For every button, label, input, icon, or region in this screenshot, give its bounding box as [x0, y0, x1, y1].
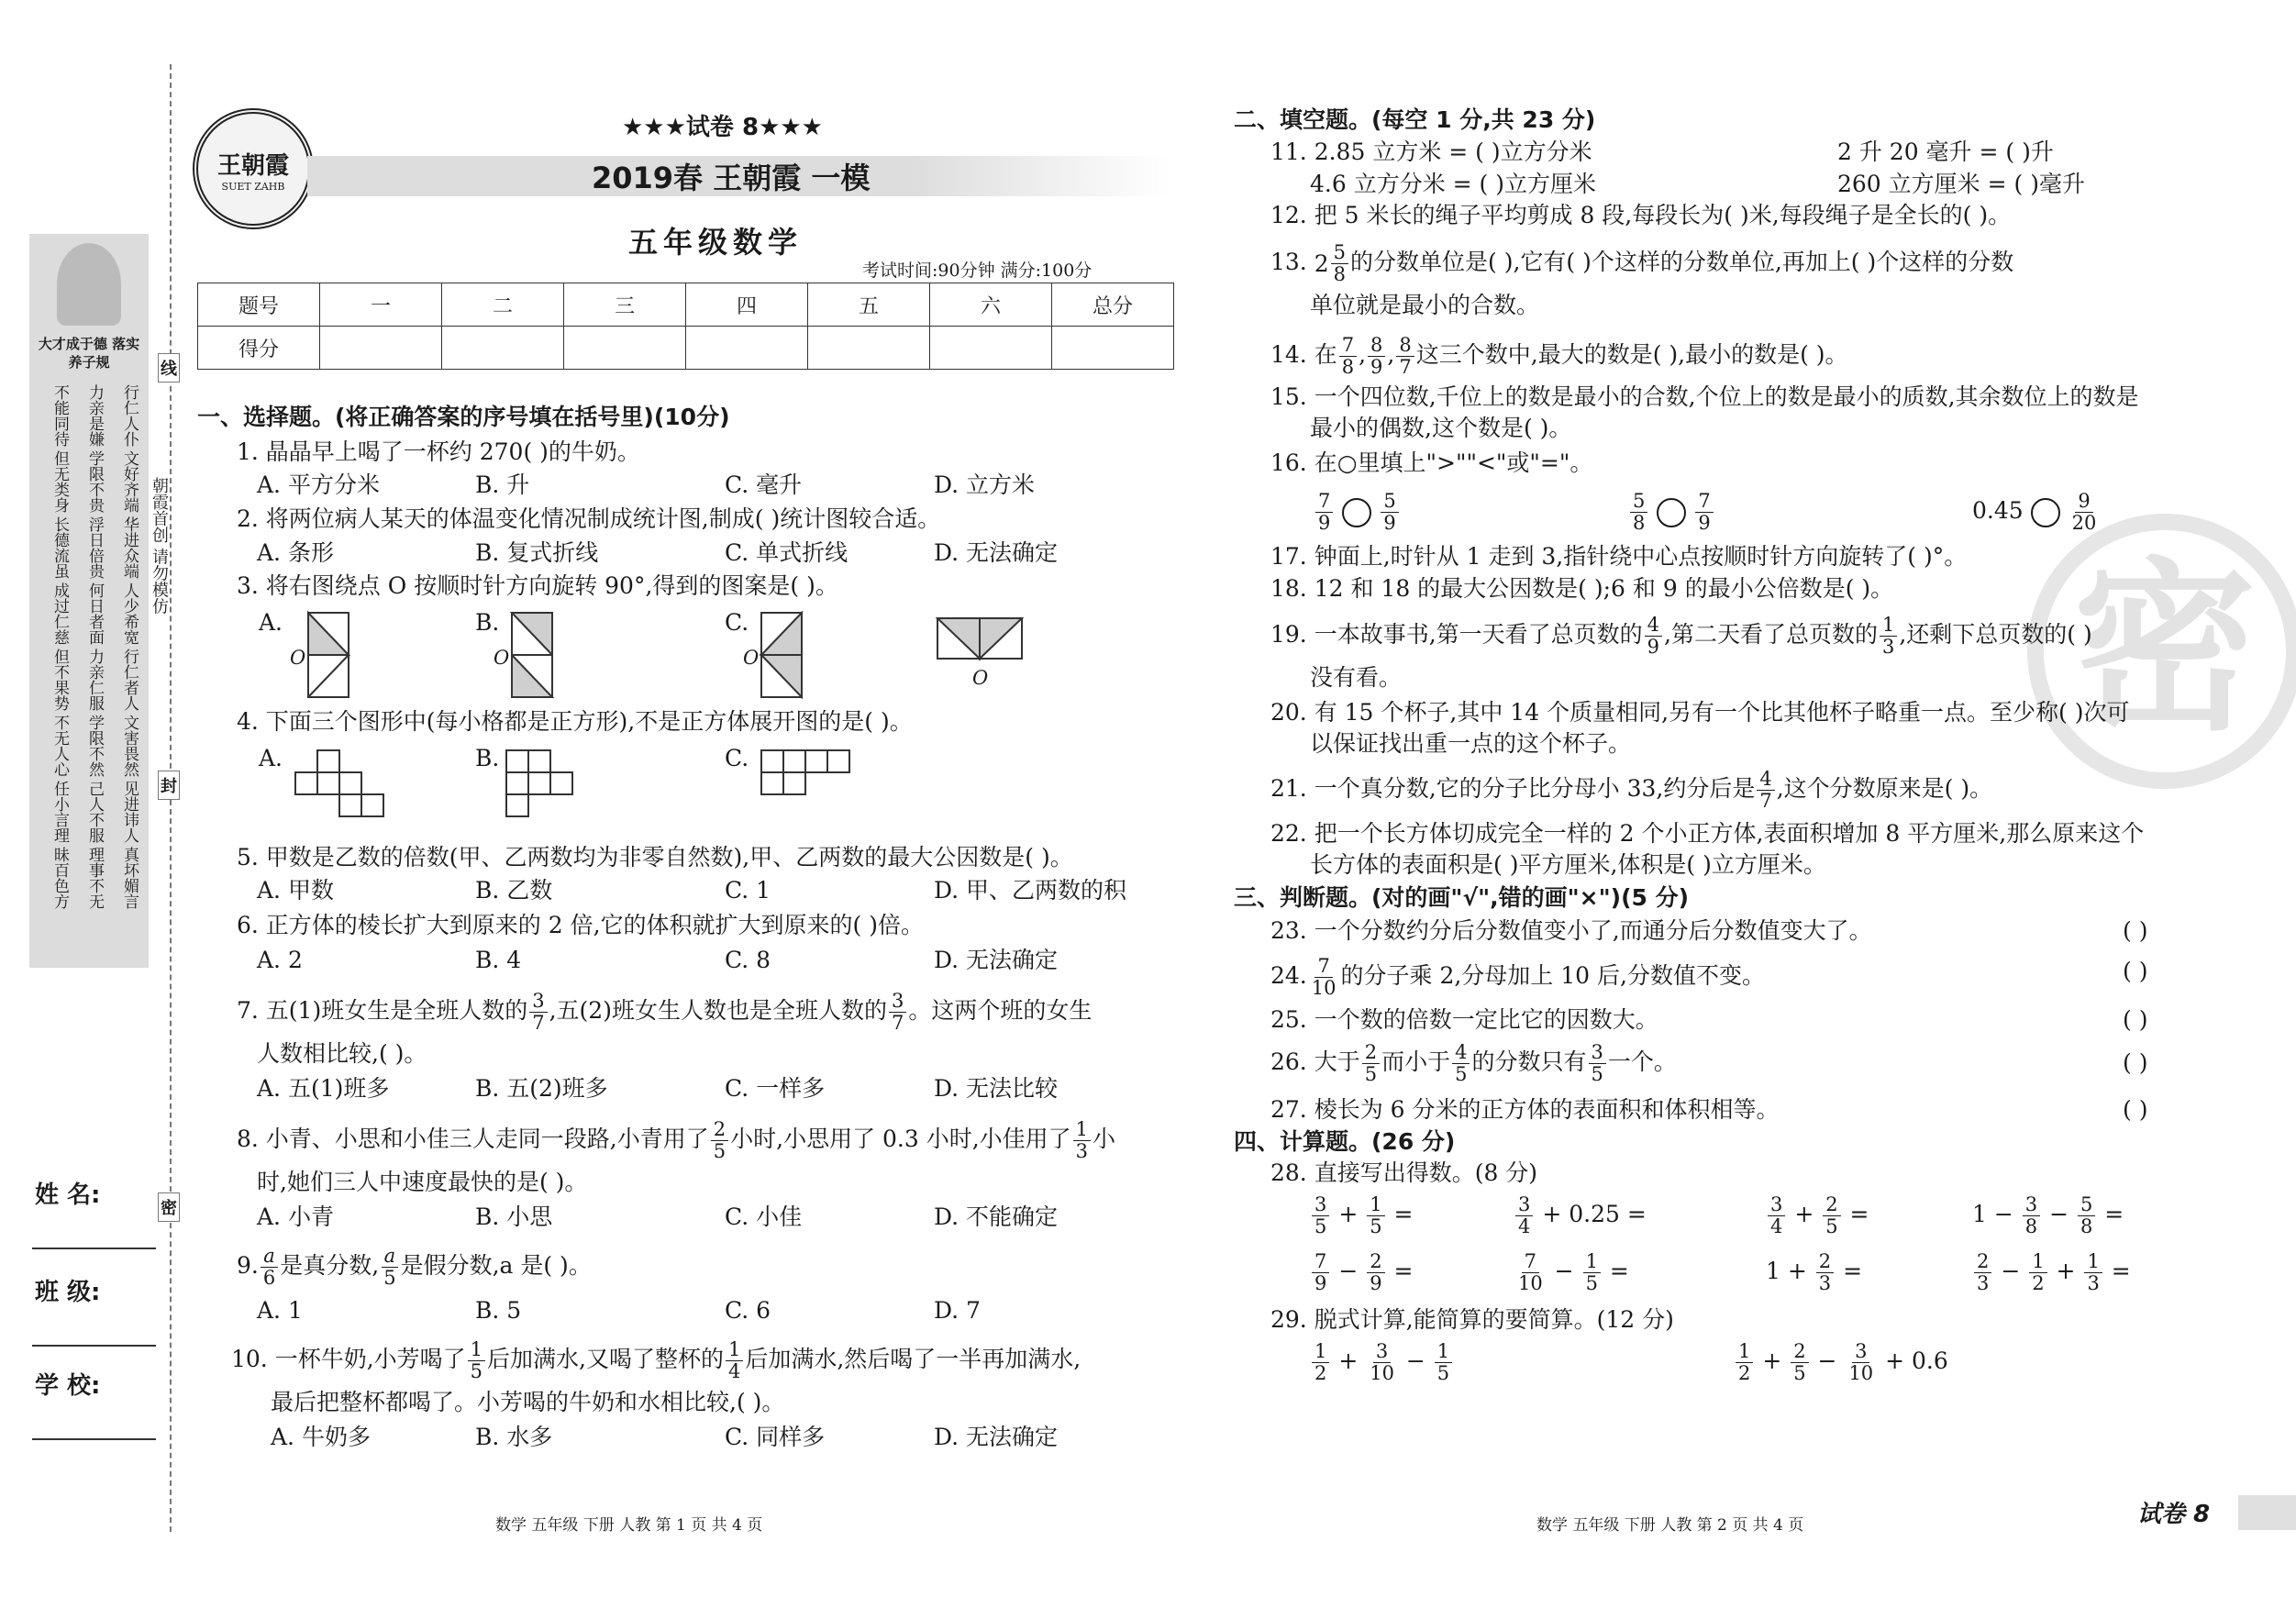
poem-column: 何日者面 [85, 582, 104, 645]
section-1-heading: 一、选择题。(将正确答案的序号填在括号里)(10分) [197, 404, 730, 430]
score-cell: 五 [808, 283, 930, 327]
poem-column: 昧百色方 [50, 847, 69, 909]
calc-28-2: $\frac{3}{4}$ + 0.25 = [1514, 1194, 1647, 1237]
stamp-text: 密 [2072, 542, 2257, 756]
q8-option-a[interactable]: A. 小青 [257, 1203, 334, 1230]
school-label: 学 校: [35, 1372, 101, 1400]
q6-option-b[interactable]: B. 4 [475, 947, 522, 973]
score-cell: 得分 [198, 327, 320, 370]
question-14: 14. 在 $\frac{7}{8}$ , $\frac{8}{9}$ , $\frac{8}{7}$ 这三个数中,最大的数是( ),最小的数是( )。 [1270, 334, 1848, 378]
question-7: 7. 五(1)班女生是全班人数的 $\frac{3}{7}$ ,五(2)班女生人数也是全班人数的 $\frac{3}{7}$ 。这两个班的女生 [237, 990, 1093, 1034]
score-input[interactable] [320, 327, 442, 370]
poem-column: 行仁者人 [120, 649, 139, 711]
question-12: 12. 把 5 米长的绳子平均剪成 8 段,每段长为( )米,每段绳子是全长的( )。 [1270, 202, 2012, 228]
score-input[interactable] [686, 327, 808, 370]
seal-char-1: 线 [158, 353, 180, 383]
q8-option-d[interactable]: D. 不能确定 [934, 1203, 1059, 1230]
question-25: 25. 一个数的倍数一定比它的因数大。 [1270, 1006, 1658, 1033]
corner-tag-bg [2238, 1495, 2296, 1530]
q4-label-a[interactable]: A. [259, 745, 283, 771]
q1-option-b[interactable]: B. 升 [475, 471, 530, 498]
question-23: 23. 一个分数约分后分数值变小了,而通分后分数值变大了。 [1270, 917, 1872, 944]
q10-option-a[interactable]: A. 牛奶多 [271, 1424, 371, 1450]
q8-option-c[interactable]: C. 小佳 [725, 1203, 803, 1230]
name-field[interactable] [32, 1248, 156, 1249]
question-29: 29. 脱式计算,能简算的要简算。(12 分) [1270, 1306, 1674, 1333]
q4-label-c[interactable]: C. [725, 745, 749, 771]
q7-option-d[interactable]: D. 无法比较 [934, 1075, 1059, 1102]
q2-option-b[interactable]: B. 复式折线 [475, 539, 599, 566]
q3-o-label-ref: O [972, 667, 989, 689]
binding-mid-text: 朝霞首创 请勿模仿 [150, 477, 169, 615]
score-table [197, 283, 1174, 370]
q9-option-b[interactable]: B. 5 [475, 1297, 522, 1324]
q3-o-label-b: O [494, 647, 510, 669]
right-footer: 数学 五年级 下册 人教 第 2 页 共 4 页 [1536, 1516, 1804, 1535]
question-11a: 11. 2.85 立方米 = ( )立方分米 [1270, 139, 1592, 165]
score-cell: 二 [442, 283, 564, 327]
q1-option-a[interactable]: A. 平方分米 [257, 471, 380, 498]
q3-o-label-a: O [290, 647, 306, 669]
q5-option-d[interactable]: D. 甲、乙两数的积 [934, 877, 1127, 904]
q6-option-a[interactable]: A. 2 [257, 947, 303, 973]
binding-motto-panel [29, 234, 149, 968]
q10-option-b[interactable]: B. 水多 [475, 1424, 553, 1450]
poem-column: 己人不服 [85, 781, 104, 843]
q6-option-d[interactable]: D. 无法确定 [934, 947, 1059, 973]
class-field[interactable] [32, 1345, 156, 1347]
q9-option-d[interactable]: D. 7 [934, 1297, 981, 1324]
q3-o-label-c: O [743, 647, 760, 669]
score-cell: 四 [686, 283, 808, 327]
q6-option-c[interactable]: C. 8 [725, 947, 771, 973]
poem-column: 力亲仁服 [85, 649, 104, 711]
poem-column: 成过仁慈 [50, 582, 69, 645]
question-10-line2: 最后把整杯都喝了。小芳喝的牛奶和水相比较,( )。 [271, 1389, 785, 1415]
score-cell: 三 [564, 283, 686, 327]
q9-option-a[interactable]: A. 1 [257, 1297, 303, 1324]
question-8-line2: 时,她们三人中速度最快的是( )。 [257, 1169, 588, 1195]
calc-28-6: $\frac{7}{10}$ − $\frac{1}{5}$ = [1518, 1250, 1629, 1294]
q7-option-c[interactable]: C. 一样多 [725, 1075, 826, 1102]
question-4: 4. 下面三个图形中(每小格都是正方形),不是正方体展开图的是( )。 [237, 708, 913, 735]
score-input[interactable] [1052, 327, 1174, 370]
calc-28-7: 1 + $\frac{2}{3}$ = [1766, 1250, 1863, 1294]
poem-column: 不无人心 [50, 715, 69, 777]
q26-answer[interactable]: ( ) [2123, 1049, 2148, 1076]
exam-info: 考试时间:90分钟 满分:100分 [862, 261, 1093, 281]
q1-option-d[interactable]: D. 立方米 [934, 471, 1036, 498]
q10-option-d[interactable]: D. 无法确定 [934, 1424, 1059, 1450]
question-19: 19. 一本故事书,第一天看了总页数的 $\frac{4}{9}$ ,第二天看了总页数的 $\frac{1}{3}$ ,还剩下总页数的( ) [1270, 614, 2092, 658]
subject-title: 五年级数学 [628, 225, 804, 260]
score-input[interactable] [808, 327, 930, 370]
calc-28-5: $\frac{7}{9}$ − $\frac{2}{9}$ = [1310, 1251, 1414, 1294]
q2-option-a[interactable]: A. 条形 [257, 539, 334, 566]
poem-column: 文好齐端 [120, 450, 139, 513]
poem-column: 真坏媚言 [120, 847, 139, 909]
q10-option-c[interactable]: C. 同样多 [725, 1424, 826, 1450]
question-3: 3. 将右图绕点 O 按顺时针方向旋转 90°,得到的图案是( )。 [237, 572, 838, 599]
q5-option-a[interactable]: A. 甲数 [257, 877, 334, 904]
question-18: 18. 12 和 18 的最大公因数是( );6 和 9 的最小公倍数是( )。 [1270, 575, 1894, 602]
q23-answer[interactable]: ( ) [2123, 917, 2148, 944]
exam-title: 2019春 王朝霞 一模 [592, 161, 871, 195]
question-6: 6. 正方体的棱长扩大到原来的 2 倍,它的体积就扩大到原来的( )倍。 [237, 912, 925, 938]
section-4-heading: 四、计算题。(26 分) [1234, 1128, 1456, 1155]
question-22: 22. 把一个长方体切成完全一样的 2 个小正方体,表面积增加 8 平方厘米,那么原来这个 [1270, 820, 2145, 847]
binding-poem [29, 384, 149, 909]
q9-option-c[interactable]: C. 6 [725, 1297, 771, 1324]
question-27: 27. 棱长为 6 分米的正方体的表面积和体积相等。 [1270, 1096, 1780, 1123]
score-header-row [198, 283, 1174, 327]
calc-28-4: 1 − $\frac{3}{8}$ − $\frac{5}{8}$ = [1972, 1193, 2124, 1237]
calc-28-1: $\frac{3}{5}$ + $\frac{1}{5}$ = [1310, 1194, 1414, 1237]
poem-column: 理事不无 [85, 847, 104, 909]
seal-char-3: 密 [158, 1192, 180, 1222]
q25-answer[interactable]: ( ) [2123, 1006, 2148, 1033]
question-13-line2: 单位就是最小的合数。 [1310, 292, 1540, 318]
poem-column: 学限不然 [85, 715, 104, 777]
question-7-line2: 人数相比较,( )。 [257, 1040, 427, 1067]
poem-column: 文害畏然 [120, 715, 139, 777]
poem-column: 见进讳人 [120, 781, 139, 843]
q7-option-b[interactable]: B. 五(2)班多 [475, 1075, 608, 1102]
question-28: 28. 直接写出得数。(8 分) [1270, 1159, 1538, 1186]
score-input[interactable] [442, 327, 564, 370]
q2-option-c[interactable]: C. 单式折线 [725, 539, 849, 566]
compare-circle[interactable] [1342, 498, 1371, 527]
poem-column: 学限不贵 [85, 450, 104, 513]
q1-option-c[interactable]: C. 毫升 [725, 471, 803, 498]
left-footer: 数学 五年级 下册 人教 第 1 页 共 4 页 [495, 1516, 763, 1535]
q5-option-c[interactable]: C. 1 [725, 877, 771, 904]
compare-circle[interactable] [2031, 498, 2060, 527]
question-20: 20. 有 15 个杯子,其中 14 个质量相同,另有一个比其他杯子略重一点。至少称( )次可 [1270, 699, 2130, 726]
poem-column: 但不果势 [50, 649, 69, 711]
question-8: 8. 小青、小思和小佳三人走同一段路,小青用了 $\frac{2}{5}$ 小时,小思用了 0.3 小时,小佳用了 $\frac{1}{3}$ 小 [237, 1118, 1116, 1162]
name-label: 姓 名: [35, 1181, 101, 1209]
question-1: 1. 晶晶早上喝了一杯约 270( )的牛奶。 [237, 438, 640, 465]
question-5: 5. 甲数是乙数的倍数(甲、乙两数均为非零自然数),甲、乙两数的最大公因数是( )。 [237, 844, 1073, 871]
question-9: 9. $\frac{a}{6}$ 是真分数, $\frac{a}{5}$ 是假分数,a 是( )。 [237, 1245, 592, 1289]
section-2-heading: 二、填空题。(每空 1 分,共 23 分) [1234, 106, 1596, 133]
q4-label-b[interactable]: B. [475, 745, 500, 771]
q27-answer[interactable]: ( ) [2123, 1096, 2148, 1123]
q3-figures [275, 609, 1055, 710]
poem-column: 力亲是嫌 [85, 384, 104, 447]
q8-option-b[interactable]: B. 小思 [475, 1203, 553, 1230]
q2-option-d[interactable]: D. 无法确定 [934, 539, 1059, 566]
q3-label-b[interactable]: B. [475, 609, 500, 636]
question-24: 24. $\frac{7}{10}$ 的分子乘 2,分母加上 10 后,分数值不变。 [1270, 955, 1765, 999]
score-input[interactable] [930, 327, 1052, 370]
calc-28-8: $\frac{2}{3}$ − $\frac{1}{2}$ + $\frac{1}{3}$ = [1972, 1251, 2131, 1294]
score-value-row [198, 327, 1174, 370]
question-15-line2: 最小的偶数,这个数是( )。 [1310, 415, 1572, 441]
calc-29-1: $\frac{1}{2}$ + $\frac{3}{10}$ − $\frac{1}{5}$ [1310, 1341, 1454, 1384]
section-3-heading: 三、判断题。(对的画"√",错的画"×")(5 分) [1234, 884, 1690, 911]
question-22-line2: 长方体的表面积是( )平方厘米,体积是( )立方厘米。 [1310, 851, 1826, 878]
q16-compare-b: $\frac{5}{8}$ $\frac{7}{9}$ [1628, 491, 1715, 534]
poem-column: 任小言理 [50, 781, 69, 843]
question-16: 16. 在○里填上">""<"或"="。 [1270, 449, 1593, 476]
question-20-line2: 以保证找出重一点的这个杯子。 [1310, 730, 1632, 757]
logo-sub: SUET ZAHB [221, 181, 285, 193]
question-10: 10. 一杯牛奶,小芳喝了 $\frac{1}{5}$ 后加满水,又喝了整杯的 $\frac{1}{4}$ 后加满水,然后喝了一半再加满水, [231, 1338, 1081, 1382]
class-label: 班 级: [35, 1279, 101, 1306]
question-17: 17. 钟面上,时针从 1 走到 3,指针绕中心点按顺时针方向旋转了( )°。 [1270, 543, 1968, 570]
q3-label-c[interactable]: C. [725, 609, 749, 636]
q16-compare-c: 0.45 $\frac{9}{20}$ [1972, 490, 2097, 534]
question-11c: 4.6 立方分米 = ( )立方厘米 [1310, 171, 1597, 197]
poem-column: 华进众端 [120, 516, 139, 579]
score-cell: 总分 [1052, 283, 1174, 327]
score-cell: 题号 [198, 283, 320, 327]
scholar-illustration [57, 243, 121, 326]
question-2: 2. 将两位病人某天的体温变化情况制成统计图,制成( )统计图较合适。 [237, 505, 941, 532]
q16-compare-a: $\frac{7}{9}$ $\frac{5}{9}$ [1314, 491, 1401, 534]
calc-28-3: $\frac{3}{4}$ + $\frac{2}{5}$ = [1766, 1194, 1869, 1237]
question-11d: 260 立方厘米 = ( )毫升 [1837, 171, 2085, 197]
q5-option-b[interactable]: B. 乙数 [475, 877, 553, 904]
score-input[interactable] [564, 327, 686, 370]
poem-column: 行仁人仆 [120, 384, 139, 447]
question-13: 13. 2 5 8 的分数单位是( ),它有( )个这样的分数单位,再加上( )个这样的分数 [1270, 241, 2014, 285]
poem-column: 但无类身 [50, 450, 69, 513]
binding-motto: 大才成于德 落实养子规 [38, 336, 140, 371]
question-21: 21. 一个真分数,它的分子比分母小 33,约分后是 $\frac{4}{7}$ ,这个分数原来是( )。 [1270, 768, 1993, 812]
question-19-line2: 没有看。 [1310, 664, 1403, 691]
q4-nets [284, 749, 881, 822]
question-11b: 2 升 20 毫升 = ( )升 [1837, 139, 2054, 165]
question-15: 15. 一个四位数,千位上的数是最小的合数,个位上的数是最小的质数,其余数位上的数是 [1270, 383, 2139, 410]
score-cell: 六 [930, 283, 1052, 327]
poem-column: 人少希宽 [120, 582, 139, 645]
seal-char-2: 封 [158, 771, 180, 800]
poem-column: 长德流虽 [50, 516, 69, 579]
poem-column: 不能同待 [50, 384, 69, 447]
poem-column: 浮日倍贵 [85, 516, 104, 579]
q3-label-a[interactable]: A. [259, 609, 283, 636]
corner-tag: 试卷 8 [2137, 1501, 2211, 1528]
school-field[interactable] [32, 1438, 156, 1440]
q24-answer[interactable]: ( ) [2123, 958, 2148, 984]
calc-29-2: $\frac{1}{2}$ + $\frac{2}{5}$ − $\frac{3}{10}$ + 0.6 [1734, 1341, 1948, 1384]
compare-circle[interactable] [1657, 498, 1686, 527]
q7-option-a[interactable]: A. 五(1)班多 [257, 1075, 390, 1102]
question-26: 26. 大于 $\frac{2}{5}$ 而小于 $\frac{4}{5}$ 的分数只有 $\frac{3}{5}$ 一个。 [1270, 1041, 1677, 1085]
score-cell: 一 [320, 283, 442, 327]
brand-logo [193, 108, 314, 229]
paper-tag: ★★★试卷 8★★★ [622, 114, 823, 141]
logo-text: 王朝霞 [216, 152, 289, 180]
